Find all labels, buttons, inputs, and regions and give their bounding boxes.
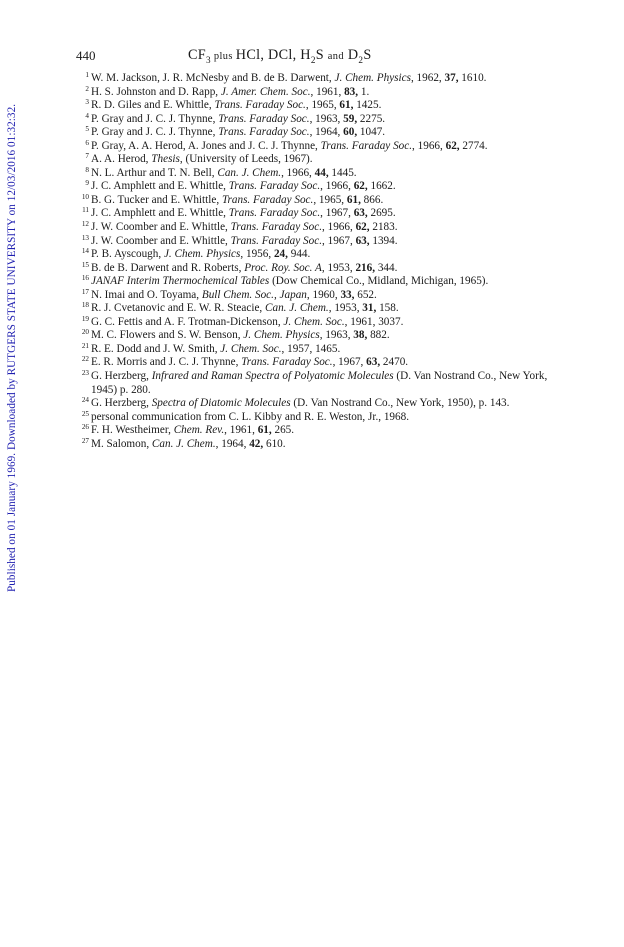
reference-source: Trans. Faraday Soc.: [228, 207, 321, 220]
reference-number: 27: [81, 436, 89, 445]
reference-authors: W. M. Jackson, J. R. McNesby and B. de B. Darwent,: [91, 72, 335, 84]
reference-source: Trans. Faraday Soc.: [221, 193, 314, 206]
reference-page: 2275.: [357, 112, 386, 125]
head-hcl: HCl, DCl, H: [235, 47, 311, 63]
reference-volume: 62,: [353, 180, 368, 193]
reference-page: 882.: [367, 329, 390, 342]
reference-source: J. Chem. Soc.: [220, 342, 282, 355]
reference-number: 12: [81, 220, 89, 229]
reference-source: Proc. Roy. Soc. A: [244, 261, 322, 274]
reference-year: (D. Van Nostrand Co., New York, 1950), p. 143.: [290, 397, 510, 410]
reference-source: Spectra of Diatomic Molecules: [151, 397, 291, 410]
reference-number: 8: [85, 165, 89, 174]
reference-year: , 1957, 1465.: [281, 342, 341, 355]
reference-year: , (University of Leeds, 1967).: [179, 153, 313, 166]
reference-year: , 1961,: [310, 85, 345, 98]
reference-authors: J. W. Coomber and E. Whittle,: [91, 221, 231, 234]
reference-source: Can. J. Chem.: [151, 437, 216, 450]
reference-item: [82, 302, 552, 316]
reference-source: Chem. Rev.: [173, 424, 225, 437]
reference-authors: J. C. Amphlett and E. Whittle,: [91, 207, 229, 220]
reference-page: 2470.: [380, 356, 409, 369]
reference-item: [82, 424, 552, 438]
reference-source: Trans. Faraday Soc.: [218, 126, 310, 139]
reference-page: 2774.: [459, 139, 488, 152]
reference-item: [82, 126, 552, 140]
reference-item: [82, 438, 552, 452]
reference-number: 4: [85, 111, 89, 120]
reference-year: , 1966,: [281, 166, 315, 179]
reference-authors: R. D. Giles and E. Whittle,: [91, 99, 215, 112]
reference-year: , 1964,: [309, 126, 344, 139]
reference-item: [82, 180, 552, 194]
reference-number: 13: [81, 233, 89, 242]
reference-authors: P. Gray and J. C. J. Thynne,: [91, 126, 219, 139]
reference-number: 7: [85, 152, 89, 161]
head-and: and: [327, 51, 344, 62]
reference-volume: 63,: [353, 207, 368, 220]
reference-authors: G. Herzberg,: [91, 397, 152, 410]
reference-source: J. Chem. Physics: [334, 72, 411, 84]
reference-source: Can. J. Chem.: [265, 302, 329, 315]
reference-item: [82, 153, 552, 167]
reference-number: 3: [85, 98, 89, 107]
reference-volume: 24,: [273, 248, 288, 261]
reference-item: [82, 140, 552, 154]
reference-number: 15: [81, 260, 89, 269]
reference-number: 19: [81, 314, 89, 323]
reference-page: 1445.: [328, 166, 357, 179]
reference-item: [82, 275, 552, 289]
reference-source: Trans. Faraday Soc.: [230, 234, 322, 247]
reference-list: [82, 72, 552, 451]
reference-volume: 63,: [366, 356, 381, 369]
reference-number: 24: [81, 396, 89, 405]
reference-number: 26: [81, 423, 89, 432]
reference-authors: R. J. Cvetanovic and E. W. R. Steacie,: [91, 302, 266, 315]
head-plus: plus: [210, 51, 236, 62]
reference-number: 23: [81, 369, 89, 378]
reference-item: [82, 316, 552, 330]
reference-item: [82, 194, 552, 208]
head-d: D: [344, 47, 359, 63]
reference-year: , 1956,: [240, 248, 274, 261]
reference-page: 1.: [358, 85, 370, 98]
reference-number: 10: [81, 192, 89, 201]
reference-authors: A. A. Herod,: [91, 153, 152, 166]
reference-source: Trans. Faraday Soc.: [230, 221, 322, 234]
reference-item: [82, 343, 552, 357]
reference-source: J. Chem. Physics: [163, 248, 241, 261]
reference-year: (D. Van Nostrand Co., New York, 1945) p. 280.: [91, 370, 548, 396]
reference-item: [82, 370, 552, 397]
reference-authors: F. H. Westheimer,: [91, 424, 174, 437]
reference-year: , 1963,: [319, 329, 354, 342]
reference-authors: J. C. Amphlett and E. Whittle,: [91, 180, 229, 193]
reference-source: J. Chem. Soc.: [283, 315, 345, 328]
reference-volume: 60,: [343, 126, 358, 139]
reference-page: 1394.: [369, 234, 398, 247]
reference-item: [82, 397, 552, 411]
reference-volume: 61,: [339, 99, 354, 112]
reference-page: 1662.: [367, 180, 396, 193]
reference-volume: 44,: [314, 166, 329, 179]
reference-authors: J. W. Coomber and E. Whittle,: [91, 234, 231, 247]
reference-page: 158.: [376, 302, 399, 315]
reference-item: [82, 411, 552, 425]
reference-page: 652.: [354, 288, 377, 301]
download-watermark: Published on 01 January 1969. Downloaded by RUTGERS STATE UNIVERSITY on 12/03/2016 01:32:32.: [6, 103, 18, 592]
reference-authors: P. Gray and J. C. J. Thynne,: [91, 112, 219, 125]
reference-authors: G. C. Fettis and A. F. Trotman-Dickenson,: [91, 315, 284, 328]
reference-source: JANAF Interim Thermochemical Tables: [91, 275, 270, 288]
reference-year: , 1963,: [309, 112, 344, 125]
reference-number: 11: [82, 206, 89, 215]
reference-volume: 83,: [344, 85, 359, 98]
page-number: 440: [76, 48, 96, 63]
running-head: [188, 47, 372, 64]
reference-number: 22: [81, 355, 89, 364]
head-s2: S: [363, 47, 372, 63]
reference-year: , 1965,: [305, 99, 340, 112]
reference-year: , 1953,: [321, 261, 356, 274]
head-cf: CF: [188, 47, 206, 63]
reference-volume: 62,: [355, 221, 370, 234]
reference-source: Infrared and Raman Spectra of Polyatomic Molecules: [151, 370, 394, 383]
reference-volume: 216,: [355, 261, 376, 274]
reference-authors: E. R. Morris and J. C. J. Thynne,: [91, 356, 242, 369]
reference-item: [82, 167, 552, 181]
reference-authors: M. Salomon,: [91, 437, 152, 450]
reference-page: 2695.: [367, 207, 396, 220]
reference-page: 1610.: [458, 72, 487, 84]
reference-item: [82, 99, 552, 113]
reference-authors: P. B. Ayscough,: [91, 248, 164, 261]
reference-year: , 1961, 3037.: [344, 315, 404, 328]
reference-item: [82, 329, 552, 343]
reference-item: [82, 248, 552, 262]
reference-item: [82, 221, 552, 235]
reference-page: 866.: [360, 193, 384, 206]
reference-source: Trans. Faraday Soc.: [218, 112, 310, 125]
reference-year: , 1961,: [224, 424, 258, 437]
reference-volume: 62,: [445, 139, 460, 152]
head-s: S: [315, 47, 328, 63]
reference-year: , 1967,: [332, 356, 367, 369]
reference-item: [82, 235, 552, 249]
reference-source: Bull Chem. Soc., Japan: [201, 288, 307, 301]
reference-number: 20: [81, 328, 89, 337]
reference-number: 21: [81, 341, 89, 350]
reference-year: , 1964,: [215, 437, 250, 450]
reference-item: [82, 262, 552, 276]
reference-year: (Dow Chemical Co., Midland, Michigan, 1965).: [269, 275, 489, 288]
reference-year: , 1967,: [322, 234, 356, 247]
reference-volume: 37,: [444, 72, 459, 84]
reference-number: 18: [81, 301, 89, 310]
reference-page: 2183.: [369, 221, 398, 234]
reference-volume: 33,: [340, 288, 355, 301]
reference-source: Can. J. Chem.: [217, 166, 282, 179]
reference-year: , 1967,: [320, 207, 354, 220]
reference-year: , 1966,: [412, 139, 446, 152]
head-sub-2a: 2: [310, 54, 316, 65]
reference-item: [82, 356, 552, 370]
head-sub-3: 3: [205, 54, 211, 65]
reference-authors: R. E. Dodd and J. W. Smith,: [91, 342, 221, 355]
reference-volume: 61,: [257, 424, 272, 437]
reference-item: [82, 86, 552, 100]
reference-authors: M. C. Flowers and S. W. Benson,: [91, 329, 244, 342]
reference-item: [82, 113, 552, 127]
reference-year: , 1962,: [410, 72, 445, 84]
head-sub-2b: 2: [358, 54, 364, 65]
reference-volume: 38,: [353, 329, 368, 342]
reference-year: , 1965,: [313, 193, 347, 206]
reference-item: [82, 207, 552, 221]
reference-volume: 63,: [355, 234, 370, 247]
reference-source: Thesis: [151, 153, 180, 166]
reference-source: Trans. Faraday Soc.: [228, 180, 321, 193]
reference-authors: P. Gray, A. A. Herod, A. Jones and J. C. J. Thynne,: [91, 139, 321, 152]
reference-page: 610.: [263, 437, 286, 450]
reference-year: , 1966,: [322, 221, 356, 234]
reference-number: 2: [85, 84, 89, 93]
reference-page: 944.: [287, 248, 311, 261]
reference-page: 1425.: [353, 99, 382, 112]
reference-number: 14: [81, 247, 89, 256]
reference-authors: personal communication from C. L. Kibby and R. E. Weston, Jr., 1968.: [91, 410, 410, 423]
reference-authors: B. de B. Darwent and R. Roberts,: [91, 261, 245, 274]
reference-item: [82, 289, 552, 303]
reference-number: 5: [85, 125, 89, 134]
reference-volume: 59,: [343, 112, 358, 125]
reference-authors: H. S. Johnston and D. Rapp,: [91, 85, 221, 98]
reference-source: J. Chem. Physics: [243, 329, 320, 342]
reference-number: 6: [85, 138, 89, 147]
reference-source: Trans. Faraday Soc.: [214, 99, 306, 112]
reference-page: 265.: [271, 424, 295, 437]
reference-number: 17: [81, 287, 89, 296]
reference-year: , 1966,: [320, 180, 354, 193]
reference-volume: 61,: [346, 193, 361, 206]
reference-authors: B. G. Tucker and E. Whittle,: [91, 193, 222, 206]
reference-source: J. Amer. Chem. Soc.: [220, 85, 311, 98]
reference-year: , 1960,: [306, 288, 341, 301]
reference-page: 344.: [375, 261, 398, 274]
reference-number: 1: [85, 71, 89, 79]
reference-authors: N. Imai and O. Toyama,: [91, 288, 202, 301]
reference-page: 1047.: [357, 126, 386, 139]
reference-source: Trans. Faraday Soc.: [241, 356, 333, 369]
reference-year: , 1953,: [328, 302, 363, 315]
reference-authors: N. L. Arthur and T. N. Bell,: [91, 166, 218, 179]
reference-number: 16: [81, 274, 89, 283]
reference-source: Trans. Faraday Soc.: [320, 139, 413, 152]
reference-volume: 31,: [362, 302, 377, 315]
reference-item: [82, 72, 552, 86]
reference-authors: G. Herzberg,: [91, 370, 152, 383]
reference-volume: 42,: [249, 437, 264, 450]
reference-number: 25: [81, 409, 89, 418]
reference-number: 9: [85, 179, 89, 188]
